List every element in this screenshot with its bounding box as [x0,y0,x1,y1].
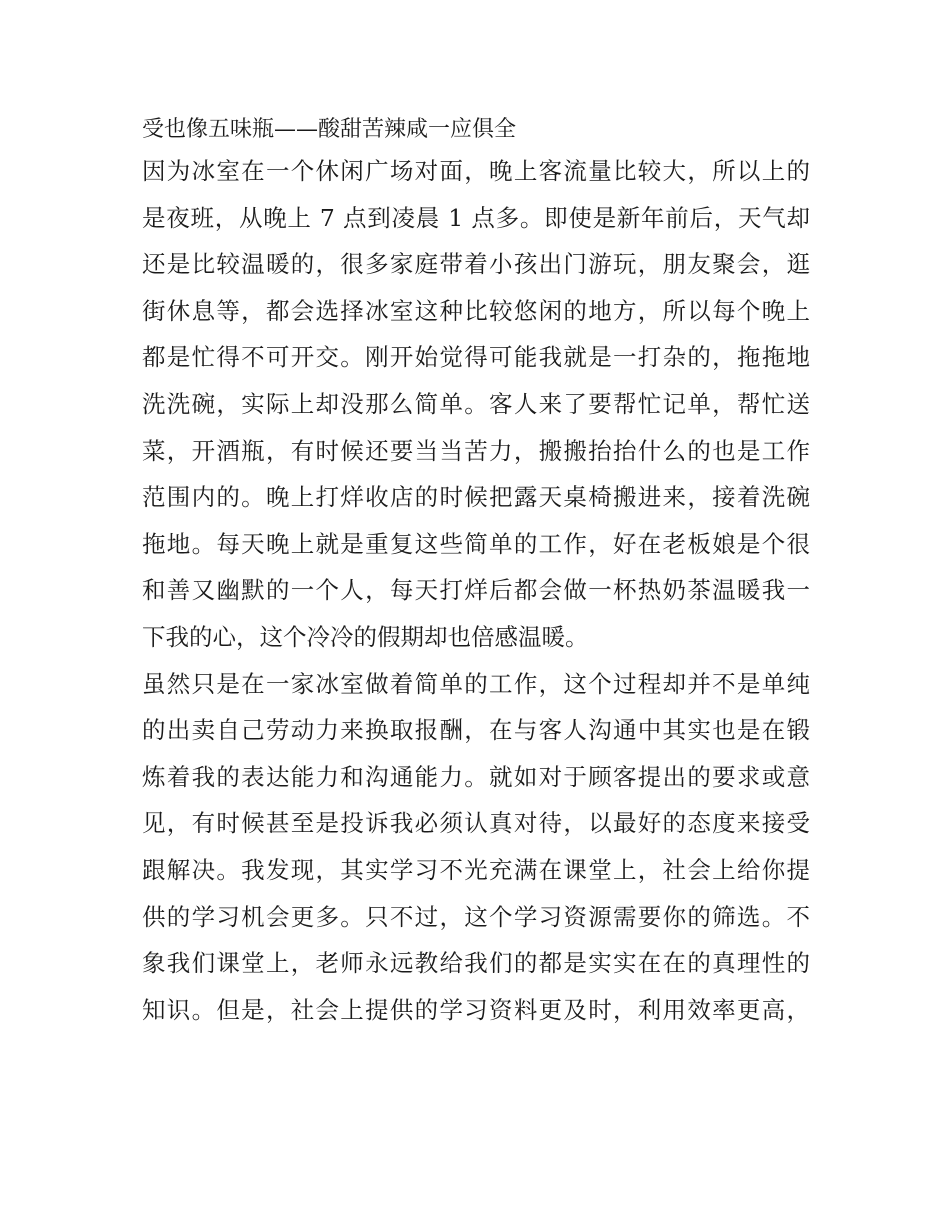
text-line: 还是比较温暖的，很多家庭带着小孩出门游玩，朋友聚会，逛 [142,250,810,279]
text-line: 供的学习机会更多。只不过，这个学习资源需要你的筛选。不 [142,902,810,931]
text-line: 菜，开酒瓶，有时候还要当当苦力，搬搬抬抬什么的也是工作 [142,436,810,465]
text-line: 洗洗碗，实际上却没那么简单。客人来了要帮忙记单，帮忙送 [142,389,810,418]
paragraph-1 [142,148,810,661]
text-line: 虽然只是在一家冰室做着简单的工作，这个过程却并不是单纯 [142,669,810,698]
text-line: 下我的心，这个冷冷的假期却也倍感温暖。 [142,622,589,651]
text-line: 范围内的。晚上打烊收店的时候把露天桌椅搬进来，接着洗碗 [142,483,810,512]
text-line: 炼着我的表达能力和沟通能力。就如对于顾客提出的要求或意 [142,762,810,791]
text-line: 的出卖自己劳动力来换取报酬，在与客人沟通中其实也是在锻 [142,716,810,745]
text-line: 都是忙得不可开交。刚开始觉得可能我就是一打杂的，拖拖地 [142,343,810,372]
text-line: 街休息等，都会选择冰室这种比较悠闲的地方，所以每个晚上 [142,296,810,325]
text-line: 象我们课堂上，老师永远教给我们的都是实实在在的真理性的 [142,949,810,978]
text-line: 知识。但是，社会上提供的学习资料更及时，利用效率更高， [142,995,810,1024]
paragraph-2 [142,661,810,1034]
text-line: 跟解决。我发现，其实学习不光充满在课堂上，社会上给你提 [142,855,810,884]
text-line: 和善又幽默的一个人，每天打烊后都会做一杯热奶茶温暖我一 [142,576,810,605]
heading-line: 受也像五味瓶——酸甜苦辣咸一应俱全 [142,117,517,142]
text-line: 拖地。每天晚上就是重复这些简单的工作，好在老板娘是个很 [142,529,810,558]
text-line: 是夜班，从晚上 7 点到凌晨 1 点多。即使是新年前后，天气却 [142,203,810,232]
text-line: 因为冰室在一个休闲广场对面，晚上客流量比较大，所以上的 [142,157,810,185]
text-line: 见，有时候甚至是投诉我必须认真对待，以最好的态度来接受 [142,809,810,838]
document-body [142,112,810,1033]
